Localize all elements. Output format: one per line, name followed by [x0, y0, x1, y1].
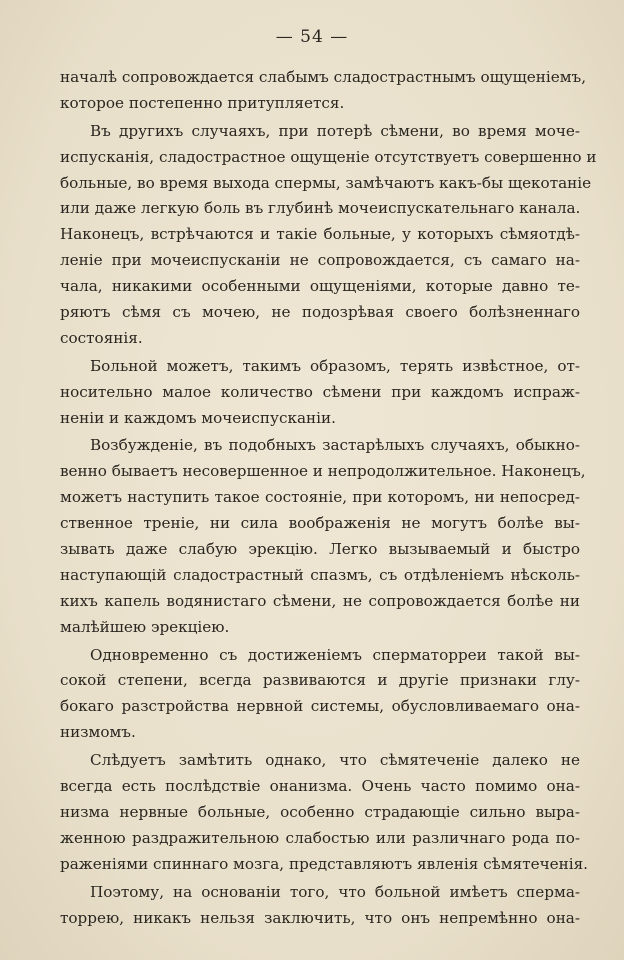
text-line: Наконецъ, встрѣчаются и такіе больные, у которыхъ сѣмяотдѣ-	[60, 225, 580, 244]
text-line: торрею, никакъ нельзя заключить, что онъ непремѣнно она-	[60, 908, 580, 927]
page-number: — 54 —	[275, 27, 349, 47]
text-line: Слѣдуетъ замѣтить однако, что сѣмятеченіе далеко не	[90, 751, 580, 770]
text-line: или даже легкую боль въ глубинѣ мочеиспускательнаго канала.	[60, 199, 581, 218]
text-line: испусканія, сладострастное ощущеніе отсутствуетъ совершенно и	[60, 147, 597, 166]
text-line: состоянія.	[60, 328, 143, 347]
paragraph	[60, 65, 587, 117]
body-text	[60, 65, 597, 933]
paragraph	[60, 748, 589, 877]
text-line: можетъ наступить такое состояніе, при которомъ, ни непосред-	[60, 488, 580, 507]
text-line: чала, никакими особенными ощущеніями, которые давно те-	[60, 277, 580, 296]
text-line: которое постепенно притупляется.	[60, 93, 345, 112]
text-line: низмомъ.	[60, 723, 136, 742]
text-line: носительно малое количество сѣмени при каждомъ испраж-	[60, 382, 580, 401]
text-line: женною раздражительною слабостью или различнаго рода по-	[60, 828, 580, 847]
text-line: неніи и каждомъ мочеиспусканіи.	[60, 408, 336, 427]
text-line: раженіями спиннаго мозга, представляютъ явленія сѣмятеченія.	[60, 854, 589, 873]
text-line: ственное треніе, ни сила воображенія не могутъ болѣе вы-	[60, 514, 580, 533]
text-line: больные, во время выхода спермы, замѣчаютъ какъ-бы щекотаніе	[60, 173, 592, 192]
text-line: всегда есть послѣдствіе онанизма. Очень часто помимо она-	[60, 777, 580, 796]
text-line: началѣ сопровождается слабымъ сладострастнымъ ощущеніемъ,	[60, 68, 587, 86]
paragraph	[60, 880, 580, 932]
paragraph	[60, 119, 597, 352]
text-line: малѣйшею эрекціею.	[60, 617, 230, 636]
text-line: низма нервные больные, особенно страдающіе сильно выра-	[60, 802, 580, 821]
text-line: сокой степени, всегда развиваются и другіе признаки глу-	[60, 671, 580, 690]
text-line: бокаго разстройства нервной системы, обусловливаемаго она-	[60, 697, 580, 716]
text-line: леніе при мочеиспусканіи не сопровождается, съ самаго на-	[60, 251, 580, 270]
text-line: кихъ капель водянистаго сѣмени, не сопровождается болѣе ни	[60, 591, 580, 610]
paragraph	[60, 354, 580, 432]
text-line: венно бываетъ несовершенное и непродолжительное. Наконецъ,	[60, 462, 586, 481]
text-line: наступающій сладострастный спазмъ, съ отдѣленіемъ нѣсколь-	[60, 565, 580, 584]
paragraph	[60, 433, 586, 640]
text-line: Больной можетъ, такимъ образомъ, терять извѣстное, от-	[90, 356, 580, 375]
paragraph	[60, 643, 580, 747]
text-line: зывать даже слабую эрекцію. Легко вызываемый и быстро	[60, 540, 580, 559]
text-line: Въ другихъ случаяхъ, при потерѣ сѣмени, во время моче-	[90, 121, 580, 140]
text-line: Поэтому, на основаніи того, что больной имѣетъ сперма-	[90, 882, 580, 901]
text-line: ряютъ сѣмя съ мочею, не подозрѣвая своего болѣзненнаго	[60, 303, 580, 322]
text-line: Возбужденіе, въ подобныхъ застарѣлыхъ случаяхъ, обыкно-	[90, 436, 580, 455]
text-line: Одновременно съ достиженіемъ сперматорреи такой вы-	[90, 645, 580, 664]
